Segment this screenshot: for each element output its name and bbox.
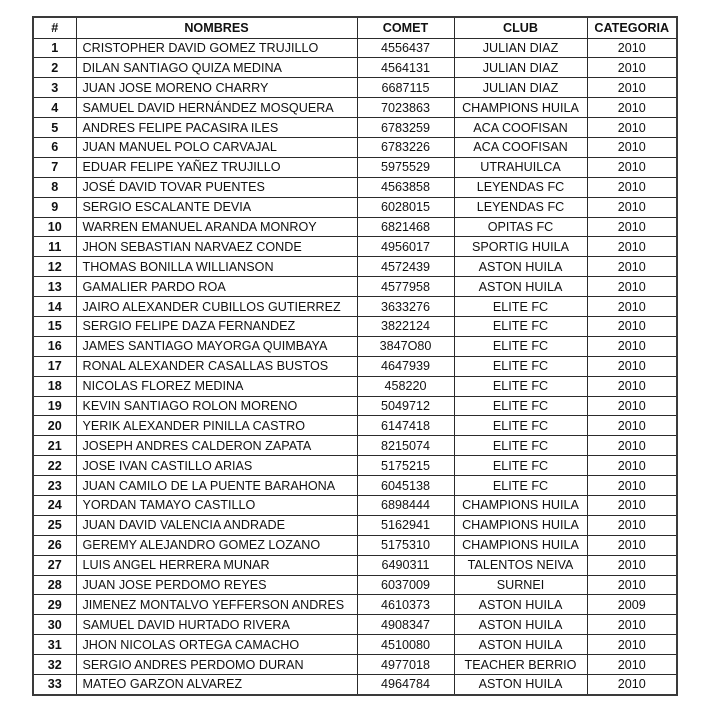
table-row xyxy=(33,396,677,416)
player-name: JOSEPH ANDRES CALDERON ZAPATA xyxy=(76,436,357,456)
category-year: 2010 xyxy=(587,515,677,535)
row-number: 30 xyxy=(33,615,76,635)
comet-id: 6045138 xyxy=(357,476,454,496)
category-year: 2010 xyxy=(587,336,677,356)
table-row xyxy=(33,58,677,78)
club-name: LEYENDAS FC xyxy=(454,177,587,197)
comet-id: 3847O80 xyxy=(357,336,454,356)
comet-id: 6898444 xyxy=(357,495,454,515)
row-number: 13 xyxy=(33,277,76,297)
comet-id: 4964784 xyxy=(357,675,454,695)
player-name: EDUAR FELIPE YAÑEZ TRUJILLO xyxy=(76,157,357,177)
player-name: JIMENEZ MONTALVO YEFFERSON ANDRES xyxy=(76,595,357,615)
row-number: 9 xyxy=(33,197,76,217)
player-name: SAMUEL DAVID HURTADO RIVERA xyxy=(76,615,357,635)
comet-id: 4977018 xyxy=(357,655,454,675)
row-number: 33 xyxy=(33,675,76,695)
comet-id: 4908347 xyxy=(357,615,454,635)
table-row xyxy=(33,237,677,257)
comet-id: 5975529 xyxy=(357,157,454,177)
category-year: 2010 xyxy=(587,376,677,396)
row-number: 11 xyxy=(33,237,76,257)
player-name: KEVIN SANTIAGO ROLON MORENO xyxy=(76,396,357,416)
table-row xyxy=(33,257,677,277)
comet-id: 3633276 xyxy=(357,297,454,317)
row-number: 6 xyxy=(33,137,76,157)
club-name: ELITE FC xyxy=(454,316,587,336)
row-number: 1 xyxy=(33,38,76,58)
header-names: NOMBRES xyxy=(76,17,357,38)
table-row xyxy=(33,98,677,118)
row-number: 3 xyxy=(33,78,76,98)
category-year: 2010 xyxy=(587,237,677,257)
category-year: 2010 xyxy=(587,257,677,277)
club-name: ASTON HUILA xyxy=(454,635,587,655)
header-comet: COMET xyxy=(357,17,454,38)
club-name: SPORTIG HUILA xyxy=(454,237,587,257)
player-name: THOMAS BONILLA WILLIANSON xyxy=(76,257,357,277)
category-year: 2010 xyxy=(587,396,677,416)
comet-id: 3822124 xyxy=(357,316,454,336)
table-row xyxy=(33,476,677,496)
player-name: JUAN CAMILO DE LA PUENTE BARAHONA xyxy=(76,476,357,496)
category-year: 2010 xyxy=(587,476,677,496)
category-year: 2010 xyxy=(587,615,677,635)
category-year: 2010 xyxy=(587,217,677,237)
player-name: JAMES SANTIAGO MAYORGA QUIMBAYA xyxy=(76,336,357,356)
category-year: 2010 xyxy=(587,98,677,118)
table-row xyxy=(33,555,677,575)
comet-id: 4610373 xyxy=(357,595,454,615)
player-name: JHON SEBASTIAN NARVAEZ CONDE xyxy=(76,237,357,257)
club-name: ELITE FC xyxy=(454,456,587,476)
comet-id: 6490311 xyxy=(357,555,454,575)
row-number: 8 xyxy=(33,177,76,197)
header-category: CATEGORIA xyxy=(587,17,677,38)
category-year: 2010 xyxy=(587,277,677,297)
row-number: 28 xyxy=(33,575,76,595)
comet-id: 4577958 xyxy=(357,277,454,297)
category-year: 2010 xyxy=(587,575,677,595)
club-name: CHAMPIONS HUILA xyxy=(454,515,587,535)
comet-id: 5175215 xyxy=(357,456,454,476)
comet-id: 6783226 xyxy=(357,137,454,157)
table-row xyxy=(33,515,677,535)
comet-id: 6821468 xyxy=(357,217,454,237)
category-year: 2010 xyxy=(587,456,677,476)
club-name: TEACHER BERRIO xyxy=(454,655,587,675)
category-year: 2010 xyxy=(587,78,677,98)
club-name: ELITE FC xyxy=(454,376,587,396)
player-name: JUAN JOSE PERDOMO REYES xyxy=(76,575,357,595)
category-year: 2010 xyxy=(587,655,677,675)
club-name: OPITAS FC xyxy=(454,217,587,237)
table-row xyxy=(33,137,677,157)
category-year: 2010 xyxy=(587,177,677,197)
table-row xyxy=(33,376,677,396)
category-year: 2010 xyxy=(587,416,677,436)
category-year: 2010 xyxy=(587,38,677,58)
comet-id: 8215074 xyxy=(357,436,454,456)
club-name: TALENTOS NEIVA xyxy=(454,555,587,575)
player-name: DILAN SANTIAGO QUIZA MEDINA xyxy=(76,58,357,78)
club-name: UTRAHUILCA xyxy=(454,157,587,177)
comet-id: 5049712 xyxy=(357,396,454,416)
club-name: ELITE FC xyxy=(454,336,587,356)
club-name: ELITE FC xyxy=(454,436,587,456)
table-row xyxy=(33,157,677,177)
row-number: 19 xyxy=(33,396,76,416)
row-number: 21 xyxy=(33,436,76,456)
club-name: ASTON HUILA xyxy=(454,595,587,615)
comet-id: 4510080 xyxy=(357,635,454,655)
club-name: CHAMPIONS HUILA xyxy=(454,535,587,555)
comet-id: 7023863 xyxy=(357,98,454,118)
category-year: 2010 xyxy=(587,635,677,655)
row-number: 24 xyxy=(33,495,76,515)
table-row xyxy=(33,456,677,476)
row-number: 4 xyxy=(33,98,76,118)
table-row xyxy=(33,297,677,317)
row-number: 5 xyxy=(33,118,76,138)
player-name: SERGIO ESCALANTE DEVIA xyxy=(76,197,357,217)
club-name: ELITE FC xyxy=(454,356,587,376)
table-row xyxy=(33,78,677,98)
player-name: WARREN EMANUEL ARANDA MONROY xyxy=(76,217,357,237)
table-row xyxy=(33,336,677,356)
row-number: 27 xyxy=(33,555,76,575)
player-name: YERIK ALEXANDER PINILLA CASTRO xyxy=(76,416,357,436)
category-year: 2010 xyxy=(587,555,677,575)
row-number: 32 xyxy=(33,655,76,675)
comet-id: 458220 xyxy=(357,376,454,396)
category-year: 2010 xyxy=(587,316,677,336)
table-row xyxy=(33,118,677,138)
player-name: SERGIO FELIPE DAZA FERNANDEZ xyxy=(76,316,357,336)
club-name: CHAMPIONS HUILA xyxy=(454,495,587,515)
club-name: ACA COOFISAN xyxy=(454,137,587,157)
player-name: GEREMY ALEJANDRO GOMEZ LOZANO xyxy=(76,535,357,555)
row-number: 25 xyxy=(33,515,76,535)
player-name: LUIS ANGEL HERRERA MUNAR xyxy=(76,555,357,575)
club-name: ASTON HUILA xyxy=(454,675,587,695)
player-name: JHON NICOLAS ORTEGA CAMACHO xyxy=(76,635,357,655)
club-name: ELITE FC xyxy=(454,297,587,317)
row-number: 16 xyxy=(33,336,76,356)
category-year: 2010 xyxy=(587,675,677,695)
category-year: 2010 xyxy=(587,297,677,317)
header-club: CLUB xyxy=(454,17,587,38)
category-year: 2010 xyxy=(587,535,677,555)
comet-id: 4956017 xyxy=(357,237,454,257)
player-name: NICOLAS FLOREZ MEDINA xyxy=(76,376,357,396)
table-row xyxy=(33,38,677,58)
header-row xyxy=(33,17,677,38)
table-row xyxy=(33,416,677,436)
club-name: JULIAN DIAZ xyxy=(454,78,587,98)
row-number: 26 xyxy=(33,535,76,555)
comet-id: 5175310 xyxy=(357,535,454,555)
row-number: 14 xyxy=(33,297,76,317)
club-name: ASTON HUILA xyxy=(454,277,587,297)
club-name: ELITE FC xyxy=(454,416,587,436)
players-table-body xyxy=(33,38,677,695)
category-year: 2010 xyxy=(587,495,677,515)
row-number: 23 xyxy=(33,476,76,496)
row-number: 29 xyxy=(33,595,76,615)
table-row xyxy=(33,595,677,615)
row-number: 31 xyxy=(33,635,76,655)
row-number: 20 xyxy=(33,416,76,436)
table-row xyxy=(33,655,677,675)
comet-id: 4556437 xyxy=(357,38,454,58)
player-name: SAMUEL DAVID HERNÁNDEZ MOSQUERA xyxy=(76,98,357,118)
table-row xyxy=(33,436,677,456)
row-number: 17 xyxy=(33,356,76,376)
player-name: JOSE IVAN CASTILLO ARIAS xyxy=(76,456,357,476)
player-name: MATEO GARZON ALVAREZ xyxy=(76,675,357,695)
table-row xyxy=(33,197,677,217)
player-name: RONAL ALEXANDER CASALLAS BUSTOS xyxy=(76,356,357,376)
table-row xyxy=(33,615,677,635)
category-year: 2010 xyxy=(587,137,677,157)
table-row xyxy=(33,356,677,376)
player-name: SERGIO ANDRES PERDOMO DURAN xyxy=(76,655,357,675)
table-row xyxy=(33,217,677,237)
category-year: 2010 xyxy=(587,436,677,456)
player-name: ANDRES FELIPE PACASIRA ILES xyxy=(76,118,357,138)
table-row xyxy=(33,575,677,595)
players-table xyxy=(32,16,678,696)
club-name: ASTON HUILA xyxy=(454,615,587,635)
club-name: LEYENDAS FC xyxy=(454,197,587,217)
club-name: SURNEI xyxy=(454,575,587,595)
row-number: 7 xyxy=(33,157,76,177)
club-name: ELITE FC xyxy=(454,476,587,496)
row-number: 10 xyxy=(33,217,76,237)
table-row xyxy=(33,635,677,655)
category-year: 2010 xyxy=(587,157,677,177)
comet-id: 6687115 xyxy=(357,78,454,98)
player-name: JUAN JOSE MORENO CHARRY xyxy=(76,78,357,98)
club-name: ASTON HUILA xyxy=(454,257,587,277)
club-name: ELITE FC xyxy=(454,396,587,416)
comet-id: 6147418 xyxy=(357,416,454,436)
row-number: 2 xyxy=(33,58,76,78)
table-row xyxy=(33,535,677,555)
player-name: JUAN MANUEL POLO CARVAJAL xyxy=(76,137,357,157)
header-number: # xyxy=(33,17,76,38)
player-name: JAIRO ALEXANDER CUBILLOS GUTIERREZ xyxy=(76,297,357,317)
table-row xyxy=(33,675,677,695)
table-row xyxy=(33,495,677,515)
category-year: 2009 xyxy=(587,595,677,615)
comet-id: 4647939 xyxy=(357,356,454,376)
comet-id: 6028015 xyxy=(357,197,454,217)
row-number: 12 xyxy=(33,257,76,277)
player-name: JUAN DAVID VALENCIA ANDRADE xyxy=(76,515,357,535)
comet-id: 6037009 xyxy=(357,575,454,595)
table-row xyxy=(33,177,677,197)
row-number: 22 xyxy=(33,456,76,476)
club-name: ACA COOFISAN xyxy=(454,118,587,138)
row-number: 18 xyxy=(33,376,76,396)
club-name: JULIAN DIAZ xyxy=(454,38,587,58)
row-number: 15 xyxy=(33,316,76,336)
category-year: 2010 xyxy=(587,58,677,78)
player-name: YORDAN TAMAYO CASTILLO xyxy=(76,495,357,515)
category-year: 2010 xyxy=(587,197,677,217)
player-name: JOSÉ DAVID TOVAR PUENTES xyxy=(76,177,357,197)
club-name: CHAMPIONS HUILA xyxy=(454,98,587,118)
comet-id: 4563858 xyxy=(357,177,454,197)
player-name: GAMALIER PARDO ROA xyxy=(76,277,357,297)
club-name: JULIAN DIAZ xyxy=(454,58,587,78)
category-year: 2010 xyxy=(587,356,677,376)
table-row xyxy=(33,316,677,336)
comet-id: 4564131 xyxy=(357,58,454,78)
comet-id: 5162941 xyxy=(357,515,454,535)
player-name: CRISTOPHER DAVID GOMEZ TRUJILLO xyxy=(76,38,357,58)
table-row xyxy=(33,277,677,297)
comet-id: 6783259 xyxy=(357,118,454,138)
comet-id: 4572439 xyxy=(357,257,454,277)
category-year: 2010 xyxy=(587,118,677,138)
